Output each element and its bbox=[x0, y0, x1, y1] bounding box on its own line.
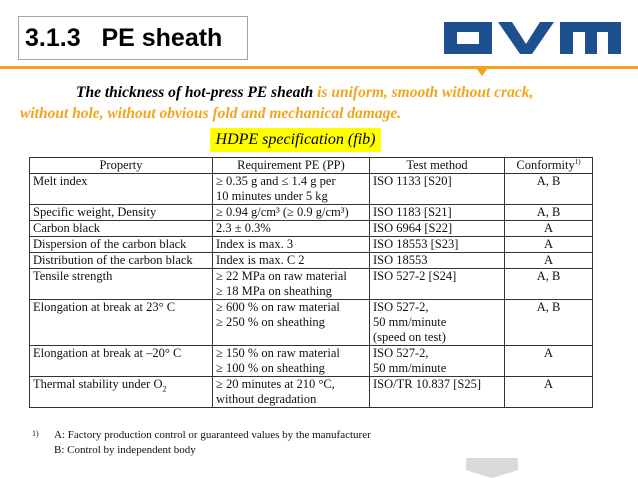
intro-paragraph bbox=[20, 82, 620, 124]
property-text: Carbon black bbox=[33, 221, 100, 235]
table-row bbox=[30, 269, 593, 300]
test-line-1: ISO 1133 [S20] bbox=[373, 174, 452, 188]
intro-text: The thickness of hot-press PE sheath bbox=[76, 84, 314, 101]
table-row bbox=[30, 205, 593, 221]
cell-test-method bbox=[370, 346, 505, 377]
requirement-line-2: without degradation bbox=[216, 392, 317, 406]
cell-test-method bbox=[370, 221, 505, 237]
test-line-3: (speed on test) bbox=[373, 330, 446, 344]
cell-conformity: A, B bbox=[505, 269, 593, 300]
requirement-line-1: 2.3 ± 0.3% bbox=[216, 221, 271, 235]
footnote bbox=[32, 428, 452, 458]
test-line-1: ISO 527-2 [S24] bbox=[373, 269, 457, 283]
intro-highlight-1: is uniform, smooth without crack, bbox=[317, 84, 534, 101]
requirement-line-1: ≥ 600 % on raw material bbox=[216, 300, 340, 314]
requirement-line-1: ≥ 150 % on raw material bbox=[216, 346, 340, 360]
table-row bbox=[30, 174, 593, 205]
property-text: Dispersion of the carbon black bbox=[33, 237, 187, 251]
conformity-note: 1) bbox=[574, 157, 581, 166]
requirement-line-2: ≥ 100 % on sheathing bbox=[216, 361, 325, 375]
cell-test-method bbox=[370, 300, 505, 346]
cell-requirement bbox=[213, 253, 370, 269]
page-title: 3.1.3 PE sheath bbox=[18, 16, 248, 60]
property-text: Elongation at break at –20° C bbox=[33, 346, 182, 360]
requirement-line-1: ≥ 22 MPa on raw material bbox=[216, 269, 347, 283]
cell-requirement bbox=[213, 377, 370, 408]
cell-conformity: A, B bbox=[505, 174, 593, 205]
property-text: Distribution of the carbon black bbox=[33, 253, 193, 267]
cell-test-method bbox=[370, 174, 505, 205]
property-text: Melt index bbox=[33, 174, 88, 188]
decorative-bar-tip bbox=[466, 470, 518, 478]
decorative-bar bbox=[466, 458, 518, 470]
test-line-2: 50 mm/minute bbox=[373, 361, 447, 375]
requirement-line-1: Index is max. C 2 bbox=[216, 253, 305, 267]
property-text: Specific weight, Density bbox=[33, 205, 157, 219]
test-line-1: ISO 18553 bbox=[373, 253, 428, 267]
property-text: Thermal stability under O bbox=[33, 377, 163, 391]
header-conformity-label: Conformity bbox=[516, 158, 575, 172]
cell-test-method bbox=[370, 205, 505, 221]
cell-conformity: A bbox=[505, 221, 593, 237]
test-line-1: ISO 527-2, bbox=[373, 300, 429, 314]
cell-requirement bbox=[213, 300, 370, 346]
test-line-1: ISO 1183 [S21] bbox=[373, 205, 452, 219]
cell-conformity: A, B bbox=[505, 300, 593, 346]
cell-requirement bbox=[213, 174, 370, 205]
cell-property bbox=[30, 237, 213, 253]
test-line-1: ISO/TR 10.837 [S25] bbox=[373, 377, 481, 391]
ovm-logo bbox=[440, 14, 625, 62]
header-property: Property bbox=[30, 158, 213, 174]
requirement-line-2: 10 minutes under 5 kg bbox=[216, 189, 328, 203]
requirement-line-2: ≥ 250 % on sheathing bbox=[216, 315, 325, 329]
table-row bbox=[30, 253, 593, 269]
requirement-line-2: ≥ 18 MPa on sheathing bbox=[216, 284, 332, 298]
cell-test-method bbox=[370, 269, 505, 300]
test-line-1: ISO 6964 [S22] bbox=[373, 221, 453, 235]
test-line-1: ISO 527-2, bbox=[373, 346, 429, 360]
cell-conformity: A, B bbox=[505, 205, 593, 221]
cell-conformity: A bbox=[505, 346, 593, 377]
cell-property bbox=[30, 221, 213, 237]
property-text: Elongation at break at 23° C bbox=[33, 300, 176, 314]
table-header-row bbox=[30, 158, 593, 174]
cell-property bbox=[30, 253, 213, 269]
cell-conformity: A bbox=[505, 237, 593, 253]
cell-requirement bbox=[213, 237, 370, 253]
cell-requirement bbox=[213, 205, 370, 221]
footnote-line-b: B: Control by independent body bbox=[54, 444, 196, 456]
cell-test-method bbox=[370, 377, 505, 408]
cell-conformity: A bbox=[505, 253, 593, 269]
requirement-line-1: ≥ 0.94 g/cm³ (≥ 0.9 g/cm³) bbox=[216, 205, 349, 219]
spec-label: HDPE specification (fib) bbox=[210, 128, 381, 152]
cell-requirement bbox=[213, 269, 370, 300]
cell-conformity: A bbox=[505, 377, 593, 408]
cell-test-method bbox=[370, 237, 505, 253]
footnote-line-a: A: Factory production control or guaranteed values by the manufacturer bbox=[54, 429, 371, 441]
cell-requirement bbox=[213, 346, 370, 377]
header-test-method: Test method bbox=[370, 158, 505, 174]
table-row bbox=[30, 221, 593, 237]
footnote-mark: 1) bbox=[32, 429, 39, 438]
requirement-line-1: Index is max. 3 bbox=[216, 237, 294, 251]
intro-highlight-2: without hole, without obvious fold and mechanical damage. bbox=[20, 105, 402, 122]
cell-property bbox=[30, 377, 213, 408]
cell-requirement bbox=[213, 221, 370, 237]
table-row bbox=[30, 346, 593, 377]
header-conformity bbox=[505, 158, 593, 174]
cell-property bbox=[30, 174, 213, 205]
cell-property bbox=[30, 269, 213, 300]
requirement-line-1: ≥ 20 minutes at 210 °C, bbox=[216, 377, 335, 391]
requirement-line-1: ≥ 0.35 g and ≤ 1.4 g per bbox=[216, 174, 336, 188]
table-row bbox=[30, 237, 593, 253]
property-text: Tensile strength bbox=[33, 269, 113, 283]
spec-table bbox=[29, 157, 593, 408]
test-line-1: ISO 18553 [S23] bbox=[373, 237, 459, 251]
cell-property bbox=[30, 300, 213, 346]
test-line-2: 50 mm/minute bbox=[373, 315, 447, 329]
property-subscript: 2 bbox=[162, 384, 167, 394]
header-rule-notch bbox=[476, 68, 488, 76]
table-row bbox=[30, 300, 593, 346]
header-requirement: Requirement PE (PP) bbox=[213, 158, 370, 174]
table-row bbox=[30, 377, 593, 408]
cell-property bbox=[30, 205, 213, 221]
cell-test-method bbox=[370, 253, 505, 269]
cell-property bbox=[30, 346, 213, 377]
header-rule bbox=[0, 66, 638, 69]
